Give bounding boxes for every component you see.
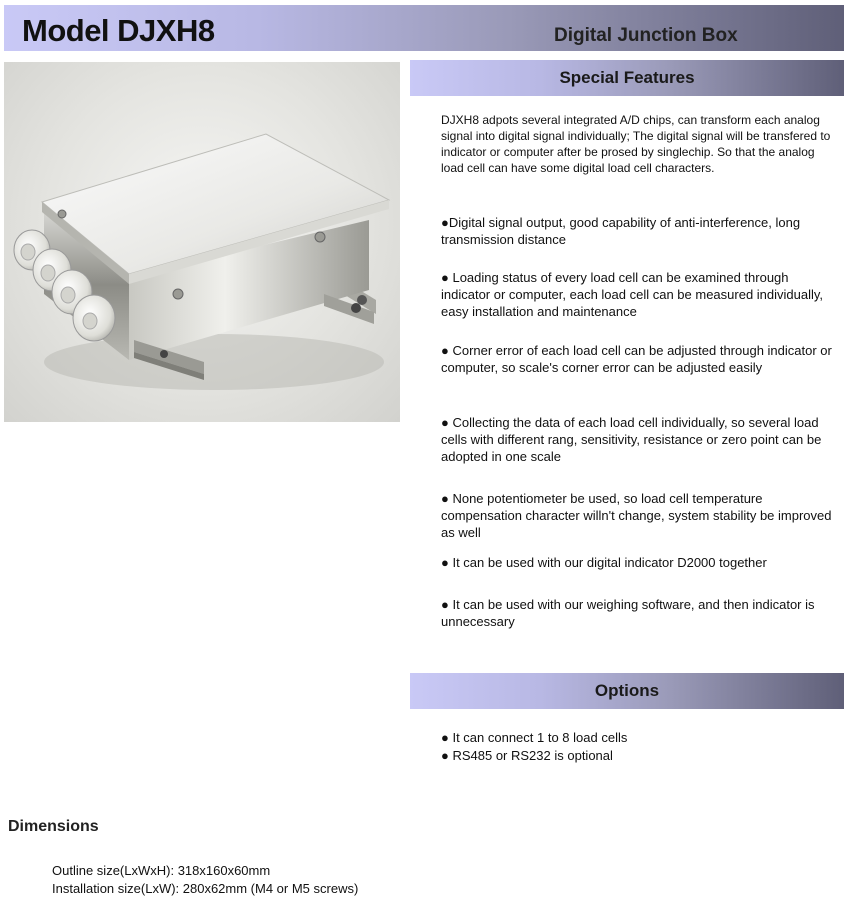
product-photo (4, 62, 400, 422)
special-features-heading: Special Features (559, 68, 695, 87)
options-header (410, 673, 844, 709)
feature-item: ● It can be used with our weighing software, and then indicator is unnecessary (441, 597, 815, 629)
features-intro: DJXH8 adpots several integrated A/D chips, can transform each analog signal into digital signal individually; The digital signal will be transfered to indicator or computer after be prosed by singlechip. So that the analog load cell can have some digital load cell characters. (441, 113, 831, 175)
dimensions-heading: Dimensions (8, 818, 99, 835)
junction-box-illustration (4, 62, 400, 422)
feature-item: ● Collecting the data of each load cell individually, so several load cells with different rang, sensitivity, resistance or zero point can be adopted in one scale (441, 415, 822, 464)
product-subtitle: Digital Junction Box (554, 25, 738, 46)
outline-size: Outline size(LxWxH): 318x160x60mm (52, 863, 271, 878)
option-item: ● RS485 or RS232 is optional (441, 748, 613, 763)
model-title: Model DJXH8 (22, 13, 215, 48)
option-item: ● It can connect 1 to 8 load cells (441, 730, 628, 745)
options-heading: Options (594, 681, 660, 700)
feature-item: ● Loading status of every load cell can be examined through indicator or computer, each load cell can be measured individually, easy installation and maintenance (441, 270, 824, 319)
special-features-header (410, 60, 844, 96)
installation-size: Installation size(LxW): 280x62mm (M4 or M5 screws) (52, 881, 359, 896)
feature-item: ●Digital signal output, good capability of anti-interference, long transmission distance (441, 215, 801, 247)
feature-item: ● Corner error of each load cell can be adjusted through indicator or computer, so scale's corner error can be adjusted easily (441, 343, 832, 375)
header-banner (4, 5, 844, 51)
feature-item: ● It can be used with our digital indicator D2000 together (441, 555, 767, 570)
feature-item: ● None potentiometer be used, so load cell temperature compensation character willn't change, system stability be improved as well (441, 491, 832, 540)
